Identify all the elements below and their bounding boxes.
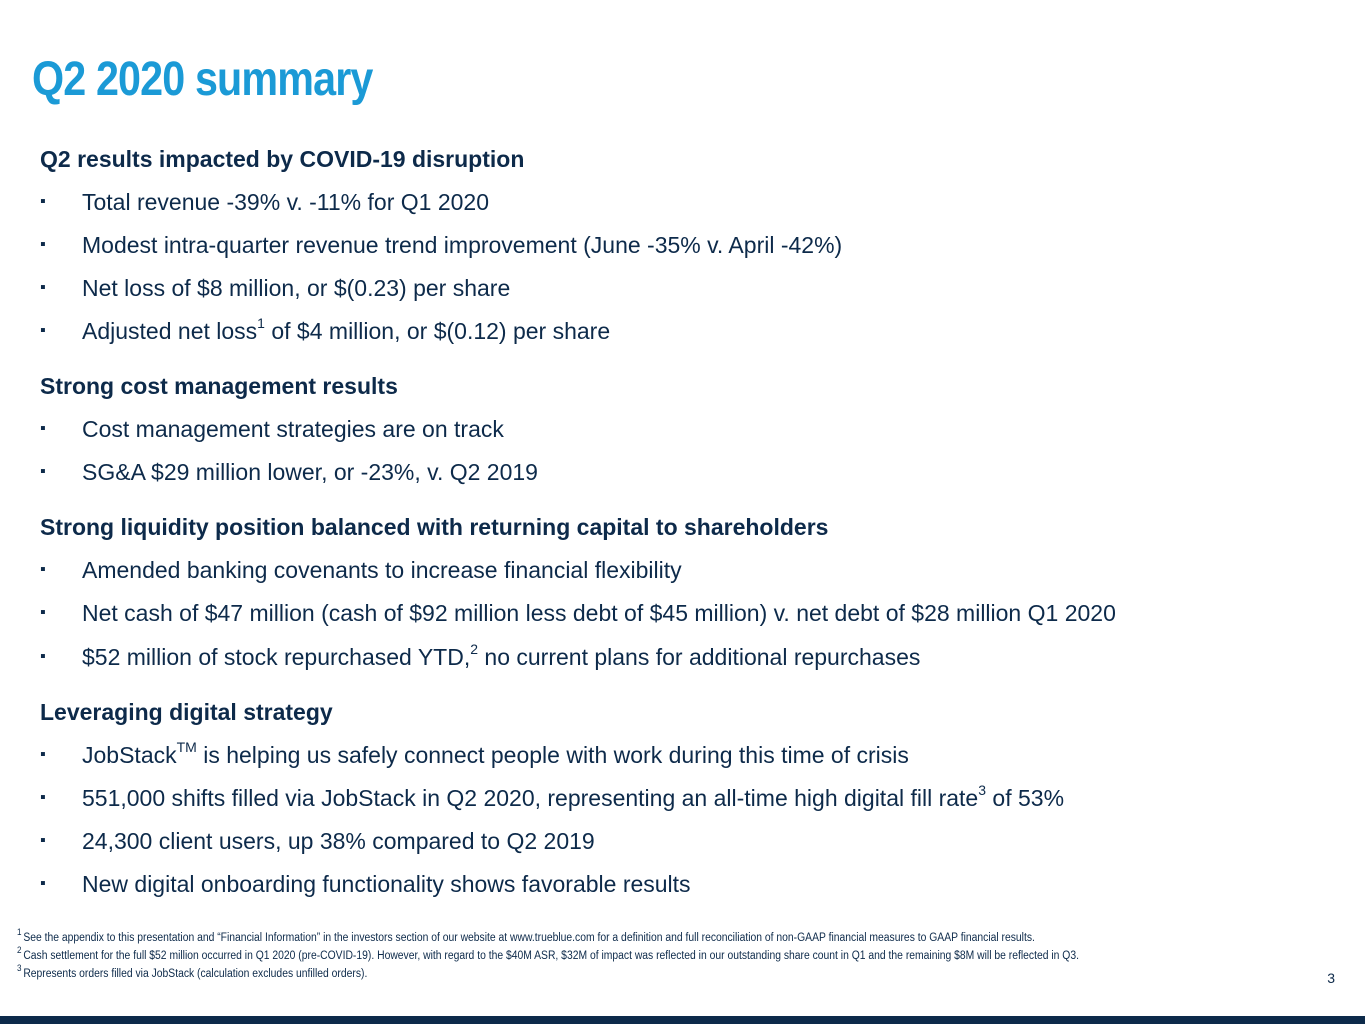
footnote-ref: 2	[470, 641, 479, 658]
footnote-number: 1	[17, 927, 22, 938]
bullet-icon: ▪	[40, 648, 46, 665]
footnote-text: Represents orders filled via JobStack (calculation excludes unfilled orders).	[23, 968, 368, 980]
bullet-text: Adjusted net loss$^1$ of $4 million, or $(0.12) per share	[82, 315, 611, 344]
footnote	[17, 927, 1035, 944]
section-heading: Leveraging digital strategy	[40, 699, 333, 725]
section-heading: Strong cost management results	[40, 373, 398, 399]
bullet-text: Modest intra-quarter revenue trend improvement (June -35% v. April -42%)	[82, 232, 843, 258]
trademark-mark: TM	[176, 739, 197, 756]
bullet-icon: ▪	[40, 420, 46, 437]
bullet-text: SG&A $29 million lower, or -23%, v. Q2 2019	[82, 459, 538, 485]
bullet-text: New digital onboarding functionality shows favorable results	[82, 871, 691, 897]
footnote-number: 2	[17, 945, 22, 956]
bullet-icon: ▪	[40, 832, 46, 849]
section-heading: Q2 results impacted by COVID-19 disruption	[40, 146, 525, 172]
footnote	[17, 945, 1079, 962]
slide-title: Q2 2020 summary	[32, 53, 373, 106]
bullet-icon: ▪	[40, 561, 46, 578]
bullet-text: 24,300 client users, up 38% compared to Q2 2019	[82, 828, 595, 854]
footnote-number: 3	[17, 963, 22, 974]
footnote-ref: 1	[257, 315, 265, 332]
page-number: 3	[1327, 970, 1335, 986]
bullet-icon: ▪	[40, 463, 46, 480]
bullet-text: JobStack™ is helping us safely connect people with work during this time of crisis	[82, 739, 909, 768]
section-heading: Strong liquidity position balanced with returning capital to shareholders	[40, 514, 829, 540]
bullet-icon: ▪	[40, 279, 46, 296]
footnote-text: Cash settlement for the full $52 million occurred in Q1 2020 (pre-COVID-19). However, with regard to the $40M ASR, $32M of impact was reflected in our outstanding share count in Q1 and the remaining $8M will be reflected in Q3.	[23, 950, 1079, 962]
bullet-text: Total revenue -39% v. -11% for Q1 2020	[82, 189, 489, 215]
bullet-text: $52 million of stock repurchased YTD,$^2$ no current plans for additional repurchases	[82, 641, 921, 670]
bullet-icon: ▪	[40, 236, 46, 253]
bullet-text: 551,000 shifts filled via JobStack in Q2 2020, representing an all-time high digital fill rate$^3$ of 53%	[82, 782, 1065, 811]
bullet-icon: ▪	[40, 789, 46, 806]
footnote-text: See the appendix to this presentation and “Financial Information” in the investors section of our website at www.trueblue.com for a definition and full reconciliation of non-GAAP financial measures to GAAP financial results.	[23, 932, 1035, 944]
bullet-text: Cost management strategies are on track	[82, 416, 504, 442]
bullet-icon: ▪	[40, 746, 46, 763]
footer-bar	[0, 1016, 1365, 1024]
bullet-text: Net cash of $47 million (cash of $92 million less debt of $45 million) v. net debt of $28 million Q1 2020	[82, 600, 1116, 626]
footnote-ref: 3	[978, 782, 987, 799]
bullet-icon: ▪	[40, 193, 46, 210]
bullet-icon: ▪	[40, 322, 46, 339]
bullet-text: Net loss of $8 million, or $(0.23) per share	[82, 275, 511, 301]
bullet-icon: ▪	[40, 604, 46, 621]
bullet-text: Amended banking covenants to increase financial flexibility	[82, 557, 682, 583]
footnote	[17, 963, 368, 980]
bullet-icon: ▪	[40, 875, 46, 892]
